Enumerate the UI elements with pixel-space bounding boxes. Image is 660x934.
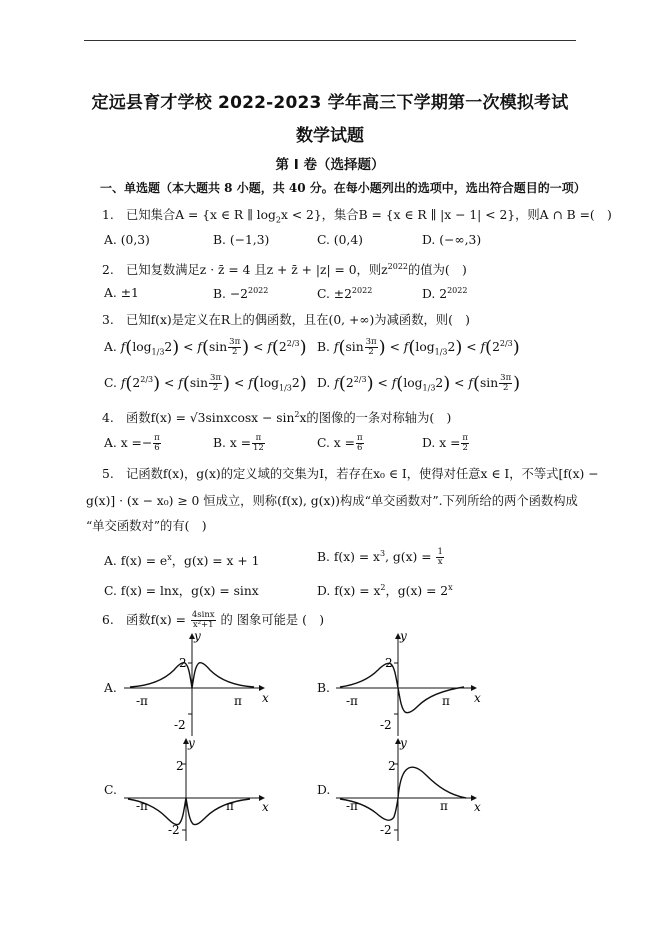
q2-opt-c-text: C. ±2 bbox=[317, 287, 352, 302]
q4-option-c bbox=[317, 434, 365, 453]
q5-option-a bbox=[104, 551, 259, 569]
q5-option-b bbox=[317, 548, 445, 567]
q6-den: x²+1 bbox=[192, 620, 214, 630]
q1-stem-a: 1. 已知集合 bbox=[102, 208, 176, 222]
q5-option-c: C. f(x) = lnx，g(x) = sinx bbox=[104, 584, 259, 598]
tick-label-neg-pi: -π bbox=[136, 799, 148, 813]
question-3-stem: 3. 已知f(x)是定义在R上的偶函数，且在(0, +∞)为减函数，则( ) bbox=[102, 313, 470, 327]
q4-opt-b-text: B. x = bbox=[213, 436, 252, 450]
q4-opt-a-num: π bbox=[154, 433, 160, 443]
q3-option-c: C. $f(2^{2/3}) < f(\sin$ $\frac{3\pi}{2}$ ) < $f(\log_{1/3}2)$ bbox=[104, 373, 307, 394]
y-label: y bbox=[188, 736, 195, 750]
q5-opt-b-den: x bbox=[437, 557, 443, 567]
q6-stem-a: 6. 函数f(x) = bbox=[102, 613, 186, 627]
question-1-stem bbox=[102, 207, 612, 228]
q2-option-a bbox=[104, 286, 139, 300]
q4-option-b bbox=[213, 434, 266, 453]
section-heading: 一、单选题（本大题共 8 小题，共 40 分。在每小题列出的选项中，选出符合题目的一项） bbox=[100, 181, 586, 195]
q3-option-d: D. $f(2^{2/3}) < f(\log_{1/3}2) < f(\sin$ $\frac{3\pi}{2}$ ) bbox=[317, 373, 521, 394]
q4-opt-c-den: 6 bbox=[357, 443, 363, 453]
q4-stem-a: 4. 函数f(x) = √3sinxcosx − sin bbox=[102, 411, 295, 426]
tick-label-2: 2 bbox=[388, 759, 396, 773]
q4-opt-a-text: A. x =− bbox=[104, 436, 153, 450]
graph-c-label: C. bbox=[104, 783, 117, 797]
graph-d-label: D. bbox=[317, 783, 331, 797]
q5-opt-a-sup: x bbox=[167, 552, 172, 562]
q2-stem-b: 的值为( ) bbox=[408, 263, 467, 278]
question-5-line-1: 5. 记函数f(x)，g(x)的定义域的交集为I，若存在x₀ ∈ I，使得对任意x ∈ I，不等式[f(x) − bbox=[102, 467, 599, 481]
y-label: y bbox=[400, 736, 407, 750]
q1-stem-c: x < 2}，集合B = {x ∈ R ∥ |x − 1| < 2}，则A ∩ B =( ) bbox=[280, 208, 612, 222]
q5-opt-b-sup: 3 bbox=[380, 548, 386, 558]
q4-option-a bbox=[104, 434, 162, 453]
q2-opt-b-text: B. −2 bbox=[213, 287, 248, 302]
tick-label-neg-pi: -π bbox=[136, 694, 148, 708]
q4-opt-d-num: π bbox=[462, 433, 468, 443]
tick-label-neg-pi: -π bbox=[346, 799, 358, 813]
q6-stem-b: 的 图象可能是 ( ) bbox=[220, 613, 325, 627]
volume-heading: 第 I 卷（选择题） bbox=[275, 157, 385, 173]
tick-label-neg2: -2 bbox=[174, 718, 186, 732]
header-rule bbox=[84, 40, 576, 41]
q5-opt-b-tail: , g(x) = bbox=[385, 550, 432, 564]
q5-opt-d-sup2: x bbox=[448, 582, 453, 592]
tick-label-2: 2 bbox=[385, 656, 393, 670]
tick-label-neg-pi: -π bbox=[346, 694, 358, 708]
graph-a-label: A. bbox=[104, 681, 117, 695]
question-4-stem bbox=[102, 407, 451, 426]
graph-b-label: B. bbox=[317, 681, 330, 695]
q6-num: 4sinx bbox=[191, 610, 215, 620]
q3-label-a: A. bbox=[104, 340, 117, 354]
y-label: y bbox=[400, 630, 407, 643]
q2-opt-a-text: A. ±1 bbox=[104, 286, 139, 300]
q4-option-d bbox=[422, 434, 470, 453]
x-label: x bbox=[262, 800, 269, 814]
question-2-stem bbox=[102, 259, 467, 278]
q5-opt-a-text: A. f(x) = e bbox=[104, 554, 168, 568]
q2-stem-sup: 2022 bbox=[387, 262, 408, 271]
x-label: x bbox=[474, 691, 481, 705]
graph-d bbox=[334, 735, 494, 843]
q4-opt-d-text: D. x = bbox=[422, 436, 461, 450]
q3-label-d: D. bbox=[317, 376, 331, 390]
q1-stem-b: A = {x ∈ R ∥ log bbox=[175, 208, 276, 222]
q4-stem-b: x的图像的一条对称轴为( ) bbox=[299, 411, 452, 426]
q5-opt-b-num: 1 bbox=[437, 547, 443, 557]
q5-opt-a-tail: ，g(x) = x + 1 bbox=[171, 554, 260, 568]
q3-option-a: A. $f(\log_{1/3}2) < f(\sin$ $\frac{3\pi}{2}$ ) < $f(2^{2/3})$ bbox=[104, 337, 307, 358]
tick-label-2: 2 bbox=[176, 759, 184, 773]
q3-label-c: C. bbox=[104, 376, 117, 390]
tick-label-pi: π bbox=[234, 694, 242, 708]
q4-opt-b-den: 12 bbox=[253, 443, 264, 453]
tick-label-2: 2 bbox=[179, 656, 187, 670]
tick-label-neg2: -2 bbox=[168, 823, 180, 837]
q1-option-b: B. (−1,3) bbox=[213, 233, 270, 247]
graph-a bbox=[122, 630, 282, 738]
q1-option-c: C. (0,4) bbox=[317, 233, 363, 247]
exam-subtitle: 数学试题 bbox=[296, 126, 364, 146]
graph-b bbox=[334, 630, 494, 738]
q5-opt-b-text: B. f(x) = x bbox=[317, 550, 380, 564]
q1-sub: 2 bbox=[275, 215, 281, 225]
q4-opt-a-den: 6 bbox=[154, 443, 160, 453]
q2-option-c bbox=[317, 286, 372, 301]
q2-opt-d-sup: 2022 bbox=[447, 286, 468, 295]
q1-option-a: A. (0,3) bbox=[104, 233, 150, 247]
question-5-line-3: “单交函数对”的有( ) bbox=[86, 519, 207, 533]
tick-label-pi: π bbox=[442, 694, 450, 708]
tick-label-neg2: -2 bbox=[380, 823, 392, 837]
q4-opt-b-num: π bbox=[252, 434, 265, 444]
exam-title: 定远县育才学校 2022-2023 学年高三下学期第一次模拟考试 bbox=[91, 93, 569, 113]
y-label: y bbox=[194, 630, 201, 643]
q2-option-b bbox=[213, 286, 268, 301]
q5-opt-d-sup: 2 bbox=[380, 582, 386, 592]
x-label: x bbox=[474, 800, 481, 814]
q2-option-d bbox=[422, 286, 467, 301]
tick-label-pi: π bbox=[226, 799, 234, 813]
q3-label-b: B. bbox=[317, 340, 330, 354]
q4-opt-c-num: π bbox=[356, 433, 363, 443]
q1-option-d: D. (−∞,3) bbox=[422, 233, 482, 247]
q2-opt-c-sup: 2022 bbox=[351, 286, 373, 295]
x-label: x bbox=[262, 691, 269, 705]
q5-opt-d-text: D. f(x) = x bbox=[317, 584, 381, 598]
graph-c bbox=[122, 735, 282, 843]
q2-stem-a: 2. 已知复数满足z · z̄ = 4 且z + z̄ + |z| = 0，则z bbox=[102, 263, 388, 278]
q5-opt-d-tail: ，g(x) = 2 bbox=[385, 584, 449, 598]
q4-opt-c-text: C. x = bbox=[317, 436, 355, 450]
tick-label-neg2: -2 bbox=[380, 718, 392, 732]
q4-stem-sup: 2 bbox=[294, 410, 300, 419]
tick-label-pi: π bbox=[440, 799, 448, 813]
q2-opt-b-sup: 2022 bbox=[247, 286, 269, 295]
question-5-line-2: g(x)] · (x − x₀) ≥ 0 恒成立，则称(f(x), g(x))构成“单交函数对”.下列所给的两个函数构成 bbox=[86, 494, 578, 508]
q3-option-b: B. f(sin $\frac{3\pi}{2}$ ) < $f(\log_{1/3}2) < f(2^{2/3})$ bbox=[317, 337, 520, 358]
question-6-stem bbox=[102, 611, 324, 630]
q2-opt-d-text: D. 2 bbox=[422, 287, 448, 302]
q4-opt-d-den: 2 bbox=[462, 443, 468, 453]
q5-option-d bbox=[317, 581, 453, 599]
